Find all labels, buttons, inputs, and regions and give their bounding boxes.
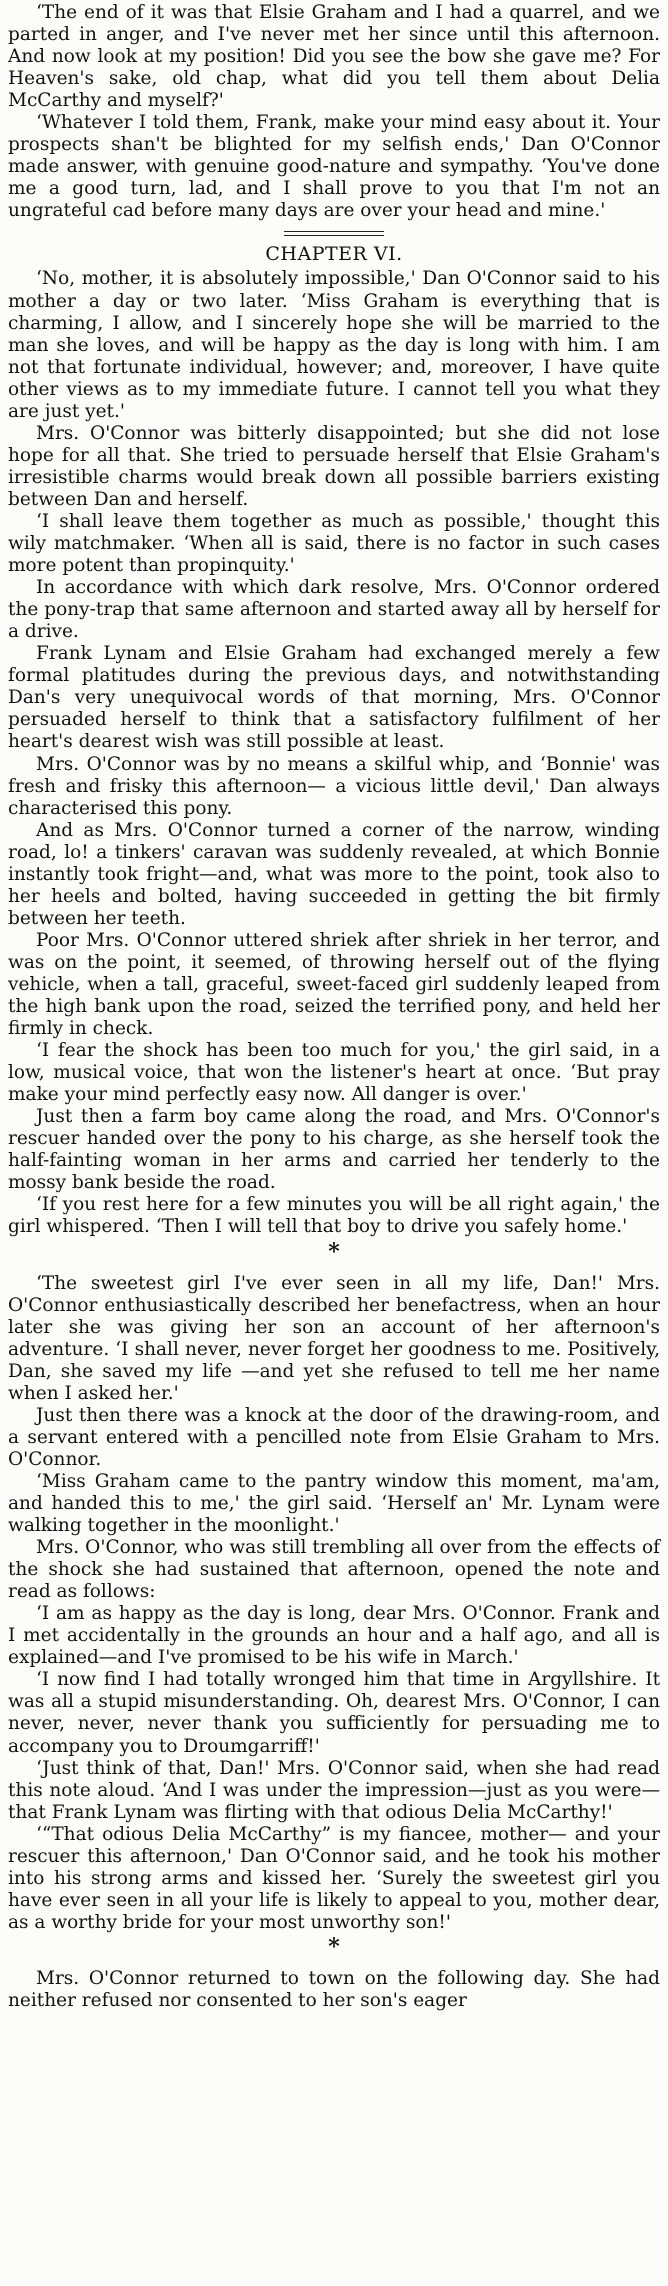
paragraph-returned-to-town: Mrs. O'Connor returned to town on the following day. She had neither refused nor consented to her son's eager	[8, 1967, 660, 2011]
paragraph-frank-elsie-platitudes: Frank Lynam and Elsie Graham had exchanged merely a few formal platitudes during the previous days, and notwithstanding Dan's very unequivocal words of that morning, Mrs. O'Connor persuaded herself to think that a satisfactory fulfilment of her heart's dearest wish was still possible at least.	[8, 643, 660, 753]
paragraph-pony-trap: In accordance with which dark resolve, Mrs. O'Connor ordered the pony-trap that same afternoon and started away all by herself for a drive.	[8, 577, 660, 643]
section-break-asterisk: *	[328, 1238, 340, 1265]
paragraph-girl-speaks: ‘I fear the shock has been too much for you,' the girl said, in a low, musical voice, that won the listener's heart at once. ‘But pray make your mind perfectly easy now. All danger is over.'	[8, 1040, 660, 1106]
section-break-asterisk: *	[328, 1933, 340, 1960]
paragraph-think-of-that: ‘Just think of that, Dan!' Mrs. O'Connor said, when she had read this note aloud. ‘And I was under the impression—just as you were—that Frank Lynam was flirting with that odious Delia McCarthy!'	[8, 1757, 660, 1823]
paragraph-girl-whispers: ‘If you rest here for a few minutes you will be all right again,' the girl whispered. ‘Then I will tell that boy to drive you safely home.'	[8, 1194, 660, 1238]
section-divider-rule	[8, 226, 660, 240]
paragraph-farm-boy: Just then a farm boy came along the road, and Mrs. O'Connor's rescuer handed over the pony to his charge, as she herself took the half-fainting woman in her arms and carried her tenderly to the mossy bank beside the road.	[8, 1106, 660, 1194]
paragraph-rescue: Poor Mrs. O'Connor uttered shriek after shriek in her terror, and was on the point, it seemed, of throwing herself out of the flying vehicle, when a tall, graceful, sweet-faced girl suddenly leaped from the high bank upon the road, seized the terrified pony, and held her firmly in check.	[8, 929, 660, 1040]
paragraph-note-happy: ‘I am as happy as the day is long, dear Mrs. O'Connor. Frank and I met accidentally in the grounds an hour and a half ago, and all is explained—and I've promised to be his wife in March.'	[8, 1603, 660, 1669]
paragraph-sweetest-girl: ‘The sweetest girl I've ever seen in all my life, Dan!' Mrs. O'Connor enthusiastically described her benefactress, when an hour later she was giving her son an account of her afternoon's adventure. ‘I shall never, never forget her goodness to me. Positively, Dan, she saved my life —and yet she refused to tell me her name when I asked her.'	[8, 1272, 660, 1404]
paragraph-bonnie-pony: Mrs. O'Connor was by no means a skilful whip, and ‘Bonnie' was fresh and frisky this afternoon— a vicious little devil,' Dan always characterised this pony.	[8, 753, 660, 819]
paragraph-knock-at-door: Just then there was a knock at the door of the drawing-room, and a servant entered with a pencilled note from Elsie Graham to Mrs. O'Connor.	[8, 1404, 660, 1470]
paragraph-dan-reply: ‘Whatever I told them, Frank, make your mind easy about it. Your prospects shan't be blighted for my selfish ends,' Dan O'Connor made answer, with genuine good-nature and sympathy. ‘You've done me a good turn, lad, and I shall prove to you that I'm not an ungrateful cad before many days are over your head and mine.'	[8, 112, 660, 222]
paragraph-mother-disappointed: Mrs. O'Connor was bitterly disappointed; but she did not lose hope for all that. She tried to persuade herself that Elsie Graham's irresistible charms would break down all possible barriers existing between Dan and herself.	[8, 422, 660, 510]
paragraph-tinkers-caravan: And as Mrs. O'Connor turned a corner of the narrow, winding road, lo! a tinkers' caravan was suddenly revealed, at which Bonnie instantly took fright—and, what was more to the point, took also to her heels and bolted, having succeeded in getting the bit firmly between her teeth.	[8, 819, 660, 929]
paragraph-servant-speaks: ‘Miss Graham came to the pantry window this moment, ma'am, and handed this to me,' the girl said. ‘Herself an' Mr. Lynam were walking together in the moonlight.'	[8, 1470, 660, 1537]
paragraph-note-wronged: ‘I now find I had totally wronged him that time in Argyllshire. It was all a stupid misunderstanding. Oh, dearest Mrs. O'Connor, I can never, never, never thank you sufficiently for persuading me to accompany you to Droumgarriff!'	[8, 1669, 660, 1757]
paragraph-matchmaker-thought: ‘I shall leave them together as much as possible,' thought this wily matchmaker. ‘When all is said, there is no factor in such cases more potent than propinquity.'	[8, 510, 660, 577]
paragraph-fiancee-reveal: ‘“That odious Delia McCarthy” is my fiancee, mother— and your rescuer this afternoon,' Dan O'Connor said, and he took his mother into his strong arms and kissed her. ‘Surely the sweetest girl you have ever seen in all your life is likely to appeal to you, mother dear, as a worthy bride for your most unworthy son!'	[8, 1823, 660, 1933]
paragraph-opens-note: Mrs. O'Connor, who was still trembling all over from the effects of the shock she had sustained that afternoon, opened the note and read as follows:	[8, 1537, 660, 1603]
chapter-heading: CHAPTER VI.	[265, 243, 403, 266]
paragraph-dan-refuses: ‘No, mother, it is absolutely impossible,' Dan O'Connor said to his mother a day or two later. ‘Miss Graham is everything that is charming, I allow, and I sincerely hope she will be married to the man she loves, and will be happy as the day is long with him. I am not that fortunate individual, however; and, moreover, I have quite other views as to my immediate future. I cannot tell you what they are just yet.'	[8, 268, 660, 422]
paragraph-frank-quarrel: ‘The end of it was that Elsie Graham and I had a quarrel, and we parted in anger, and I've never met her since until this afternoon. And now look at my position! Did you see the bow she gave me? For Heaven's sake, old chap, what did you tell them about Delia McCarthy and myself?'	[8, 2, 660, 112]
